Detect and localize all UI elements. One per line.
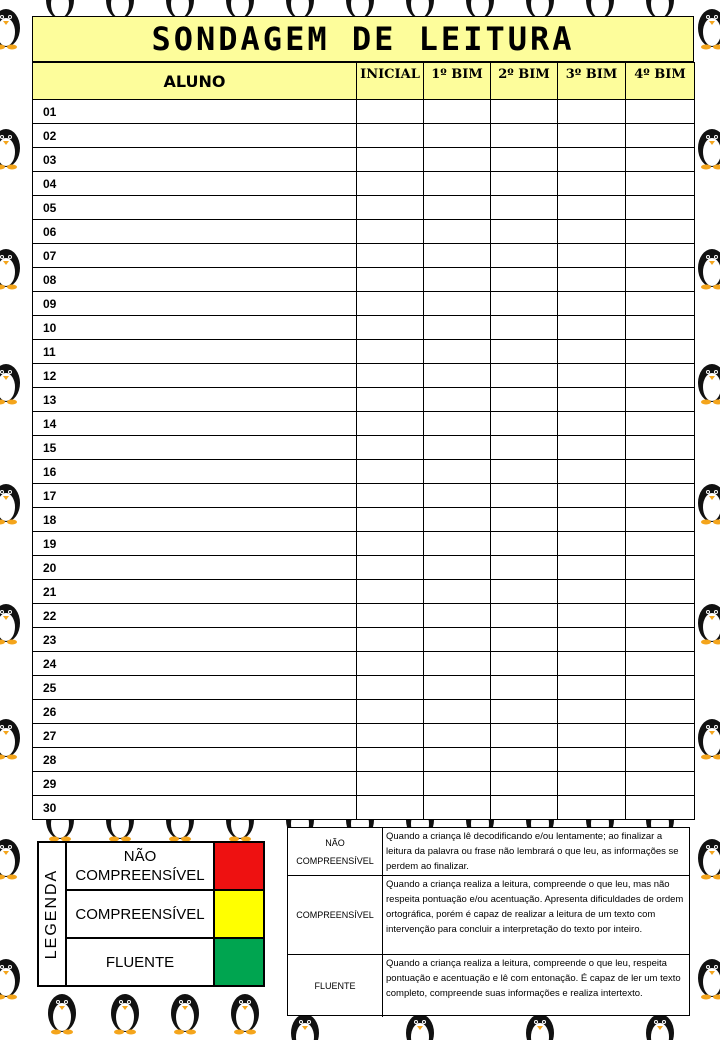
score-cell-bim-2[interactable] (491, 508, 558, 532)
score-cell-bim-1[interactable] (424, 292, 491, 316)
description-row-fluente (288, 955, 689, 1017)
score-cell-bim-1[interactable] (424, 532, 491, 556)
student-number: 22 (33, 604, 357, 628)
header-bim-2: 2º BIM (491, 63, 558, 100)
score-cell-bim-3[interactable] (558, 484, 626, 508)
score-cell-bim-2[interactable] (491, 412, 558, 436)
student-number: 03 (33, 148, 357, 172)
score-cell-bim-2[interactable] (491, 676, 558, 700)
score-cell-bim-2[interactable] (491, 628, 558, 652)
student-number: 23 (33, 628, 357, 652)
header-aluno: ALUNO (33, 63, 357, 100)
score-cell-bim-4[interactable] (626, 388, 695, 412)
description-row-compreensivel (288, 876, 689, 955)
score-cell-inicial[interactable] (357, 508, 424, 532)
score-cell-bim-1[interactable] (424, 172, 491, 196)
score-cell-bim-3[interactable] (558, 220, 626, 244)
score-cell-inicial[interactable] (357, 700, 424, 724)
score-cell-bim-4[interactable] (626, 604, 695, 628)
score-cell-inicial[interactable] (357, 100, 424, 124)
score-cell-bim-3[interactable] (558, 316, 626, 340)
score-cell-bim-1[interactable] (424, 196, 491, 220)
score-cell-bim-1[interactable] (424, 772, 491, 796)
score-cell-inicial[interactable] (357, 748, 424, 772)
score-cell-bim-1[interactable] (424, 796, 491, 820)
table-row (33, 604, 695, 628)
score-cell-inicial[interactable] (357, 436, 424, 460)
student-number: 12 (33, 364, 357, 388)
legend-text: FLUENTE (67, 939, 215, 985)
student-number: 19 (33, 532, 357, 556)
score-cell-bim-4[interactable] (626, 676, 695, 700)
score-cell-bim-2[interactable] (491, 172, 558, 196)
student-number: 16 (33, 460, 357, 484)
table-row (33, 556, 695, 580)
score-cell-inicial[interactable] (357, 460, 424, 484)
student-number: 17 (33, 484, 357, 508)
score-cell-inicial[interactable] (357, 580, 424, 604)
legend-row-compreensivel (67, 891, 263, 939)
table-row (33, 196, 695, 220)
legend-text: NÃO COMPREENSÍVEL (67, 843, 215, 889)
table-row (33, 532, 695, 556)
score-cell-inicial[interactable] (357, 172, 424, 196)
score-cell-bim-1[interactable] (424, 580, 491, 604)
score-cell-bim-1[interactable] (424, 316, 491, 340)
table-row (33, 148, 695, 172)
legend-label-text: LEGENDA (43, 868, 60, 960)
table-row (33, 460, 695, 484)
score-cell-bim-4[interactable] (626, 196, 695, 220)
score-cell-bim-1[interactable] (424, 724, 491, 748)
score-cell-inicial[interactable] (357, 532, 424, 556)
description-term: COMPREENSÍVEL (288, 876, 383, 954)
student-number: 28 (33, 748, 357, 772)
student-number: 25 (33, 676, 357, 700)
score-cell-inicial[interactable] (357, 652, 424, 676)
legend-rows (67, 843, 263, 985)
score-cell-inicial[interactable] (357, 676, 424, 700)
table-row (33, 436, 695, 460)
legend-color-swatch (215, 891, 263, 937)
score-cell-bim-3[interactable] (558, 148, 626, 172)
score-cell-bim-1[interactable] (424, 388, 491, 412)
table-row (33, 700, 695, 724)
table-row (33, 628, 695, 652)
score-cell-bim-2[interactable] (491, 100, 558, 124)
score-cell-bim-1[interactable] (424, 100, 491, 124)
student-number: 30 (33, 796, 357, 820)
student-number: 21 (33, 580, 357, 604)
score-cell-bim-3[interactable] (558, 796, 626, 820)
score-cell-bim-4[interactable] (626, 148, 695, 172)
score-cell-bim-4[interactable] (626, 772, 695, 796)
descriptions-table (287, 827, 690, 1016)
header-bim-3: 3º BIM (558, 63, 626, 100)
score-cell-inicial[interactable] (357, 412, 424, 436)
description-text: Quando a criança lê decodificando e/ou lentamente; ao finalizar a leitura da palavra ou frase não lembrará o que leu, as informações se perdem ao finalizar. (386, 831, 679, 872)
legend-box (37, 841, 265, 987)
score-cell-bim-3[interactable] (558, 244, 626, 268)
score-cell-bim-4[interactable] (626, 580, 695, 604)
table-row (33, 100, 695, 124)
score-cell-bim-3[interactable] (558, 604, 626, 628)
student-number: 24 (33, 652, 357, 676)
student-number: 29 (33, 772, 357, 796)
student-number: 13 (33, 388, 357, 412)
score-cell-bim-2[interactable] (491, 436, 558, 460)
score-cell-inicial[interactable] (357, 724, 424, 748)
score-cell-bim-3[interactable] (558, 268, 626, 292)
table-row (33, 748, 695, 772)
score-cell-bim-3[interactable] (558, 580, 626, 604)
student-number: 10 (33, 316, 357, 340)
score-cell-bim-2[interactable] (491, 748, 558, 772)
score-cell-bim-3[interactable] (558, 700, 626, 724)
score-cell-bim-3[interactable] (558, 124, 626, 148)
score-cell-bim-4[interactable] (626, 340, 695, 364)
score-cell-bim-1[interactable] (424, 700, 491, 724)
score-cell-bim-1[interactable] (424, 748, 491, 772)
description-term: FLUENTE (288, 955, 383, 1017)
score-cell-bim-2[interactable] (491, 316, 558, 340)
score-cell-bim-1[interactable] (424, 484, 491, 508)
score-cell-inicial[interactable] (357, 220, 424, 244)
table-row (33, 580, 695, 604)
score-cell-bim-2[interactable] (491, 700, 558, 724)
score-cell-bim-3[interactable] (558, 340, 626, 364)
description-row-nao-compreensivel (288, 828, 689, 876)
table-row (33, 340, 695, 364)
penguin-right-column (698, 9, 720, 1000)
legend-text: COMPREENSÍVEL (67, 891, 215, 937)
score-cell-inicial[interactable] (357, 388, 424, 412)
score-cell-bim-4[interactable] (626, 532, 695, 556)
score-cell-inicial[interactable] (357, 148, 424, 172)
score-cell-inicial[interactable] (357, 244, 424, 268)
score-cell-bim-3[interactable] (558, 676, 626, 700)
student-table (32, 62, 695, 820)
score-cell-bim-4[interactable] (626, 796, 695, 820)
score-cell-bim-2[interactable] (491, 532, 558, 556)
score-cell-bim-4[interactable] (626, 220, 695, 244)
score-cell-bim-4[interactable] (626, 412, 695, 436)
score-cell-inicial[interactable] (357, 316, 424, 340)
score-cell-bim-4[interactable] (626, 748, 695, 772)
score-cell-bim-1[interactable] (424, 676, 491, 700)
table-row (33, 412, 695, 436)
score-cell-bim-3[interactable] (558, 292, 626, 316)
table-row (33, 388, 695, 412)
score-cell-bim-4[interactable] (626, 316, 695, 340)
student-number: 09 (33, 292, 357, 316)
score-cell-bim-2[interactable] (491, 460, 558, 484)
score-cell-bim-2[interactable] (491, 556, 558, 580)
score-cell-bim-2[interactable] (491, 196, 558, 220)
score-cell-bim-3[interactable] (558, 196, 626, 220)
score-cell-bim-1[interactable] (424, 364, 491, 388)
score-cell-inicial[interactable] (357, 604, 424, 628)
table-row (33, 652, 695, 676)
score-cell-bim-2[interactable] (491, 388, 558, 412)
score-cell-bim-2[interactable] (491, 292, 558, 316)
penguin-left-column (0, 9, 20, 1000)
header-inicial: INICIAL (357, 63, 424, 100)
student-number: 05 (33, 196, 357, 220)
score-cell-bim-2[interactable] (491, 148, 558, 172)
student-number: 08 (33, 268, 357, 292)
score-cell-bim-4[interactable] (626, 652, 695, 676)
description-text: Quando a criança realiza a leitura, compreende o que leu, respeita pontuação e acentuação e lê com entonação. É capaz de ler um texto completo, compreende suas informações e realiza intertexto. (386, 958, 681, 999)
page-title: SONDAGEM DE LEITURA (32, 16, 694, 62)
score-cell-bim-1[interactable] (424, 220, 491, 244)
score-cell-bim-1[interactable] (424, 244, 491, 268)
score-cell-bim-2[interactable] (491, 604, 558, 628)
score-cell-bim-4[interactable] (626, 628, 695, 652)
score-cell-bim-1[interactable] (424, 604, 491, 628)
legend-label (39, 843, 67, 985)
score-cell-bim-2[interactable] (491, 124, 558, 148)
header-bim-4: 4º BIM (626, 63, 695, 100)
score-cell-bim-4[interactable] (626, 508, 695, 532)
score-cell-bim-2[interactable] (491, 580, 558, 604)
score-cell-bim-4[interactable] (626, 700, 695, 724)
table-row (33, 172, 695, 196)
score-cell-bim-1[interactable] (424, 436, 491, 460)
score-cell-inicial[interactable] (357, 340, 424, 364)
table-row (33, 124, 695, 148)
score-cell-bim-1[interactable] (424, 460, 491, 484)
score-cell-bim-3[interactable] (558, 508, 626, 532)
student-number: 26 (33, 700, 357, 724)
score-cell-bim-1[interactable] (424, 508, 491, 532)
score-cell-bim-2[interactable] (491, 364, 558, 388)
description-term: NÃO COMPREENSÍVEL (288, 828, 383, 875)
score-cell-inicial[interactable] (357, 772, 424, 796)
student-number: 07 (33, 244, 357, 268)
score-cell-bim-3[interactable] (558, 748, 626, 772)
legend-row-nao-compreensivel (67, 843, 263, 891)
table-row (33, 268, 695, 292)
score-cell-bim-1[interactable] (424, 268, 491, 292)
score-cell-bim-3[interactable] (558, 172, 626, 196)
legend-color-swatch (215, 843, 263, 889)
score-cell-bim-1[interactable] (424, 412, 491, 436)
student-number: 15 (33, 436, 357, 460)
table-row (33, 220, 695, 244)
score-cell-bim-4[interactable] (626, 292, 695, 316)
score-cell-bim-4[interactable] (626, 484, 695, 508)
student-number: 20 (33, 556, 357, 580)
score-cell-bim-3[interactable] (558, 436, 626, 460)
score-cell-inicial[interactable] (357, 628, 424, 652)
score-cell-bim-1[interactable] (424, 124, 491, 148)
score-cell-bim-3[interactable] (558, 100, 626, 124)
student-number: 27 (33, 724, 357, 748)
score-cell-bim-4[interactable] (626, 436, 695, 460)
student-number: 11 (33, 340, 357, 364)
score-cell-bim-3[interactable] (558, 724, 626, 748)
score-cell-bim-4[interactable] (626, 460, 695, 484)
score-cell-inicial[interactable] (357, 124, 424, 148)
student-number: 14 (33, 412, 357, 436)
score-cell-bim-3[interactable] (558, 652, 626, 676)
score-cell-bim-4[interactable] (626, 364, 695, 388)
score-cell-bim-3[interactable] (558, 412, 626, 436)
header-bim-1: 1º BIM (424, 63, 491, 100)
score-cell-bim-1[interactable] (424, 556, 491, 580)
score-cell-inicial[interactable] (357, 268, 424, 292)
score-cell-bim-4[interactable] (626, 124, 695, 148)
score-cell-bim-2[interactable] (491, 772, 558, 796)
student-number: 01 (33, 100, 357, 124)
score-cell-bim-4[interactable] (626, 556, 695, 580)
reading-survey-sheet (32, 16, 694, 820)
score-cell-bim-2[interactable] (491, 220, 558, 244)
table-row (33, 676, 695, 700)
student-number: 18 (33, 508, 357, 532)
score-cell-inicial[interactable] (357, 196, 424, 220)
score-cell-bim-1[interactable] (424, 652, 491, 676)
score-cell-bim-4[interactable] (626, 724, 695, 748)
score-cell-bim-3[interactable] (558, 556, 626, 580)
score-cell-bim-2[interactable] (491, 244, 558, 268)
score-cell-inicial[interactable] (357, 556, 424, 580)
student-number: 04 (33, 172, 357, 196)
description-text: Quando a criança realiza a leitura, compreende o que leu, mas não respeita pontuação e/ou acentuação. Apresenta dificuldades de ordem ortográfica, porém é capaz de realizar a leitura de um texto com intervenção para concluir a interpretação do texto por inteiro. (386, 879, 684, 935)
score-cell-bim-2[interactable] (491, 484, 558, 508)
score-cell-bim-4[interactable] (626, 100, 695, 124)
score-cell-bim-1[interactable] (424, 340, 491, 364)
table-row (33, 508, 695, 532)
table-header-row (33, 63, 695, 100)
table-row (33, 316, 695, 340)
student-number: 06 (33, 220, 357, 244)
table-row (33, 796, 695, 820)
score-cell-bim-2[interactable] (491, 724, 558, 748)
score-cell-bim-3[interactable] (558, 460, 626, 484)
table-row (33, 364, 695, 388)
score-cell-bim-1[interactable] (424, 148, 491, 172)
score-cell-bim-3[interactable] (558, 628, 626, 652)
score-cell-bim-3[interactable] (558, 532, 626, 556)
score-cell-bim-1[interactable] (424, 628, 491, 652)
table-row (33, 244, 695, 268)
score-cell-bim-2[interactable] (491, 268, 558, 292)
score-cell-bim-2[interactable] (491, 796, 558, 820)
score-cell-inicial[interactable] (357, 364, 424, 388)
score-cell-inicial[interactable] (357, 484, 424, 508)
table-row (33, 484, 695, 508)
table-row (33, 724, 695, 748)
legend-row-fluente (67, 939, 263, 985)
score-cell-bim-3[interactable] (558, 388, 626, 412)
score-cell-inicial[interactable] (357, 292, 424, 316)
score-cell-bim-4[interactable] (626, 268, 695, 292)
score-cell-bim-2[interactable] (491, 340, 558, 364)
table-row (33, 772, 695, 796)
table-row (33, 292, 695, 316)
score-cell-bim-3[interactable] (558, 772, 626, 796)
score-cell-bim-3[interactable] (558, 364, 626, 388)
score-cell-bim-2[interactable] (491, 652, 558, 676)
legend-color-swatch (215, 939, 263, 985)
student-number: 02 (33, 124, 357, 148)
score-cell-bim-4[interactable] (626, 172, 695, 196)
score-cell-inicial[interactable] (357, 796, 424, 820)
score-cell-bim-4[interactable] (626, 244, 695, 268)
